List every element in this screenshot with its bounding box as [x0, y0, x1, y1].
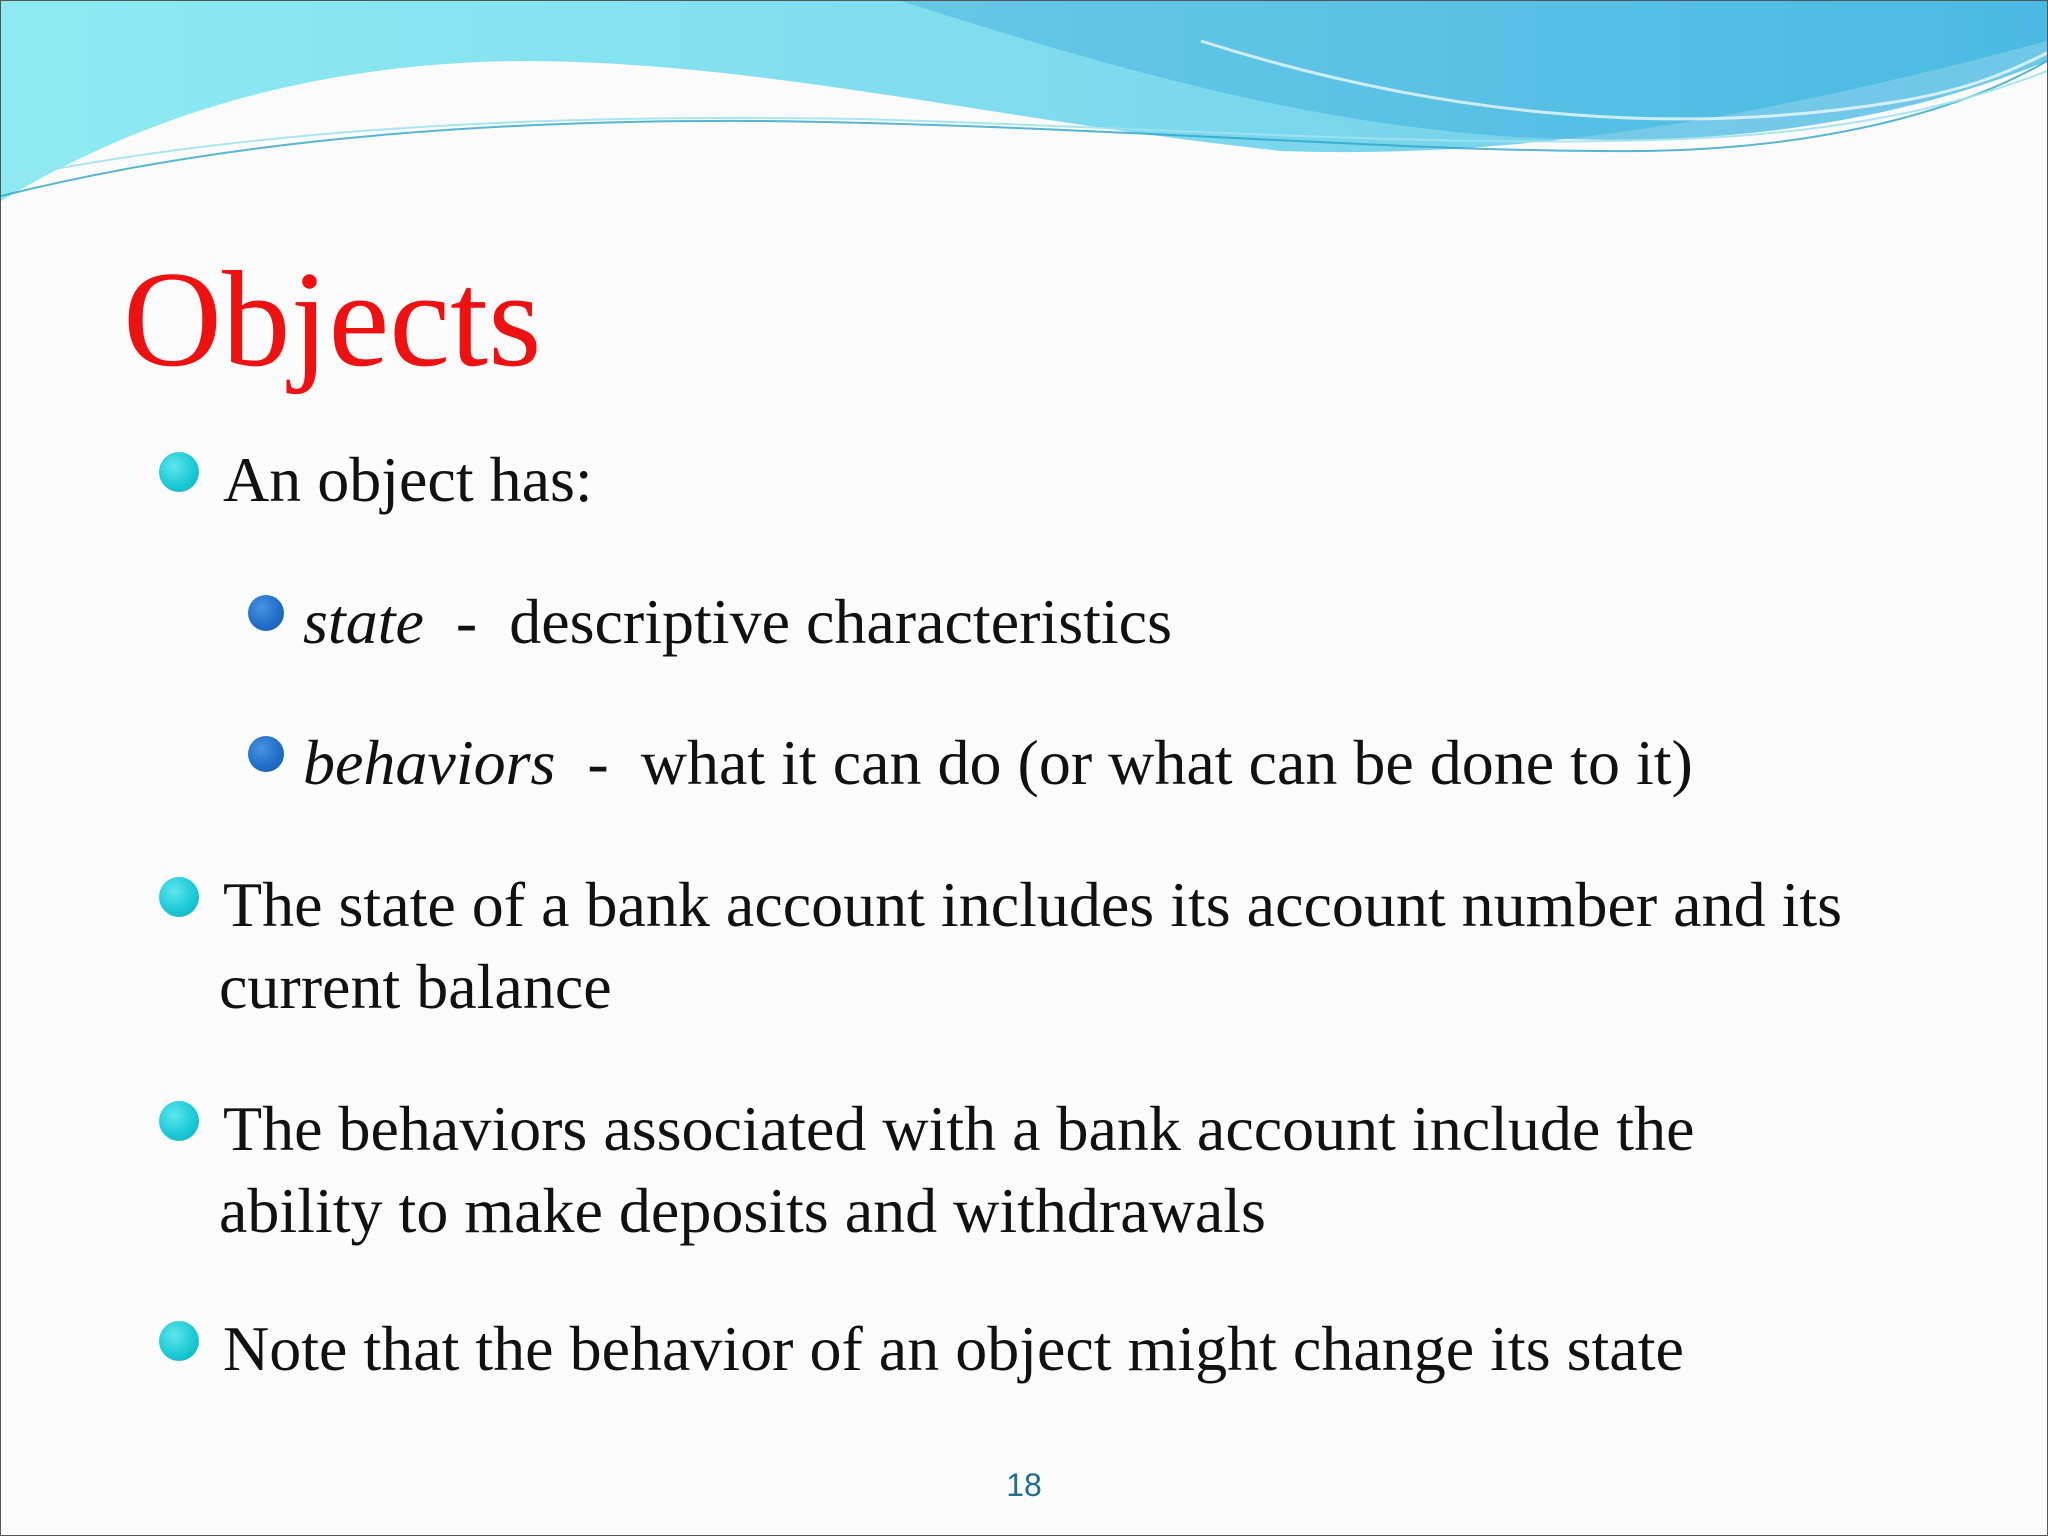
term-separator: - [555, 727, 641, 798]
bullet-dot-icon [159, 877, 199, 917]
bullet-text-line1: The behaviors associated with a bank account include the [223, 1093, 1695, 1164]
bullet-text: An object has: [223, 444, 593, 515]
bullet-dot-icon [159, 1101, 199, 1141]
bullet-dot-icon [159, 452, 199, 492]
bullet-text: Note that the behavior of an object might change its state [223, 1313, 1684, 1384]
term-separator: - [423, 586, 510, 657]
page-number: 18 [1006, 1467, 1042, 1503]
bullet-text-line2: current balance [219, 951, 612, 1022]
term-state: state [303, 586, 424, 657]
term-description: what it can do (or what can be done to it) [640, 727, 1693, 798]
slide-title: Objects [123, 243, 542, 395]
sub-bullet-behaviors [303, 722, 1693, 804]
bullet-text-line1: The state of a bank account includes its account number and its [223, 869, 1843, 940]
sub-bullet-dot-icon [248, 736, 284, 772]
bullet-text-line2: ability to make deposits and withdrawals [219, 1175, 1266, 1246]
term-behaviors: behaviors [303, 727, 556, 798]
term-description: descriptive characteristics [509, 586, 1172, 657]
sub-bullet-state [303, 581, 1172, 663]
sub-bullet-dot-icon [248, 595, 284, 631]
bullet-dot-icon [159, 1321, 199, 1361]
header-wave-decoration [1, 1, 2047, 241]
